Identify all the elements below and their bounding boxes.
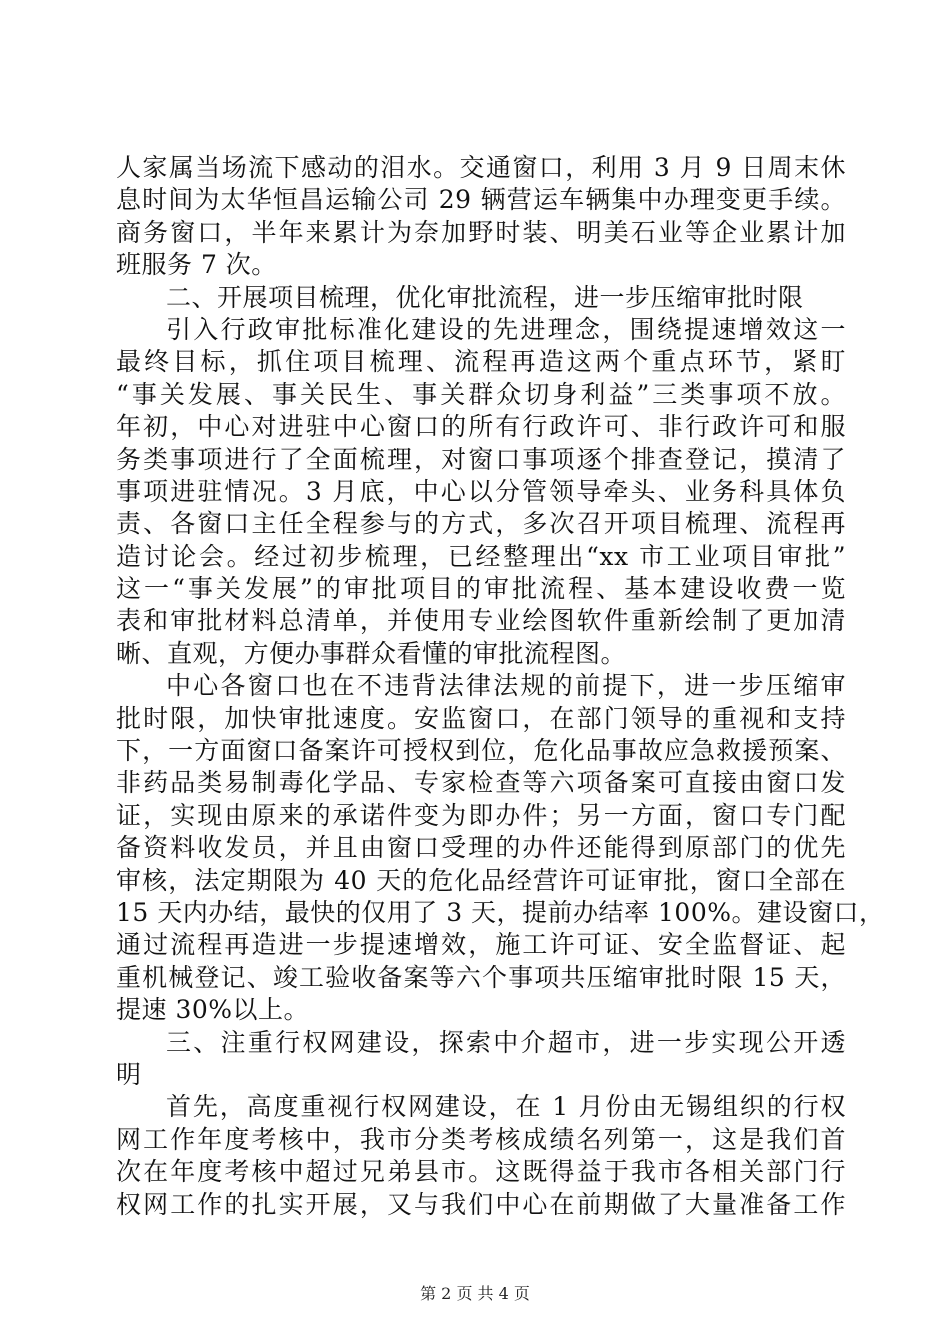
text-line: 明 [116,1059,142,1089]
text-line: 务类事项进行了全面梳理，对窗口事项逐个排查登记，摸清了 [116,444,846,474]
text-line: 这一“事关发展”的审批项目的审批流程、基本建设收费一览 [116,574,846,604]
text-line: 15 天内办结，最快的仅用了 3 天，提前办结率 100%。建设窗口， [116,897,885,927]
text-line: 网工作年度考核中，我市分类考核成绩名列第一，这是我们首 [116,1124,846,1154]
text-line: 次在年度考核中超过兄弟县市。这既得益于我市各相关部门行 [116,1157,846,1187]
text-line: 通过流程再造进一步提速增效，施工许可证、安全监督证、起 [116,930,846,960]
text-line: 二、开展项目梳理，优化审批流程，进一步压缩审批时限 [166,282,804,312]
text-line: 提速 30%以上。 [116,995,310,1025]
text-line: 责、各窗口主任全程参与的方式，多次召开项目梳理、流程再 [116,509,846,539]
text-line: 表和审批材料总清单，并使用专业绘图软件重新绘制了更加清 [116,606,846,636]
text-line: 人家属当场流下感动的泪水。交通窗口，利用 3 月 9 日周末休 [116,153,846,182]
text-line: 备资料收发员，并且由窗口受理的办件还能得到原部门的优先 [116,833,846,863]
document-body [116,152,885,1221]
text-line: 班服务 7 次。 [116,250,277,280]
text-line: 重机械登记、竣工验收备案等六个事项共压缩审批时限 15 天， [116,962,846,992]
text-line: 批时限，加快审批速度。安监窗口，在部门领导的重视和支持 [116,703,846,733]
text-line: 事项进驻情况。3 月底，中心以分管领导牵头、业务科具体负 [116,476,846,506]
page-footer [0,1281,950,1304]
text-line: 年初，中心对进驻中心窗口的所有行政许可、非行政许可和服 [116,412,846,442]
text-line: 首先，高度重视行权网建设，在 1 月份由无锡组织的行权 [166,1092,846,1122]
text-line: 中心各窗口也在不违背法律法规的前提下，进一步压缩审 [166,671,846,701]
text-line: 息时间为太华恒昌运输公司 29 辆营运车辆集中办理变更手续。 [116,185,846,215]
text-line: 最终目标，抓住项目梳理、流程再造这两个重点环节，紧盯 [116,347,846,377]
text-line: 造讨论会。经过初步梳理，已经整理出“xx 市工业项目审批” [116,541,846,571]
text-line: 审核，法定期限为 40 天的危化品经营许可证审批，窗口全部在 [116,865,846,895]
text-line: 权网工作的扎实开展，又与我们中心在前期做了大量准备工作 [116,1189,846,1219]
text-line: 商务窗口，半年来累计为奈加野时装、明美石业等企业累计加 [116,217,846,247]
text-line: “事关发展、事关民生、事关群众切身利益”三类事项不放。 [116,379,846,409]
text-line: 下，一方面窗口备案许可授权到位，危化品事故应急救援预案、 [116,736,846,766]
text-line: 非药品类易制毒化学品、专家检查等六项备案可直接由窗口发 [116,768,846,798]
text-line: 三、注重行权网建设，探索中介超市，进一步实现公开透 [166,1027,846,1057]
page-number-label: 第 2 页 共 4 页 [420,1284,530,1303]
text-line: 证，实现由原来的承诺件变为即办件；另一方面，窗口专门配 [116,800,846,830]
text-line: 引入行政审批标准化建设的先进理念，围绕提速增效这一 [166,314,846,344]
text-line: 晰、直观，方便办事群众看懂的审批流程图。 [116,638,627,668]
